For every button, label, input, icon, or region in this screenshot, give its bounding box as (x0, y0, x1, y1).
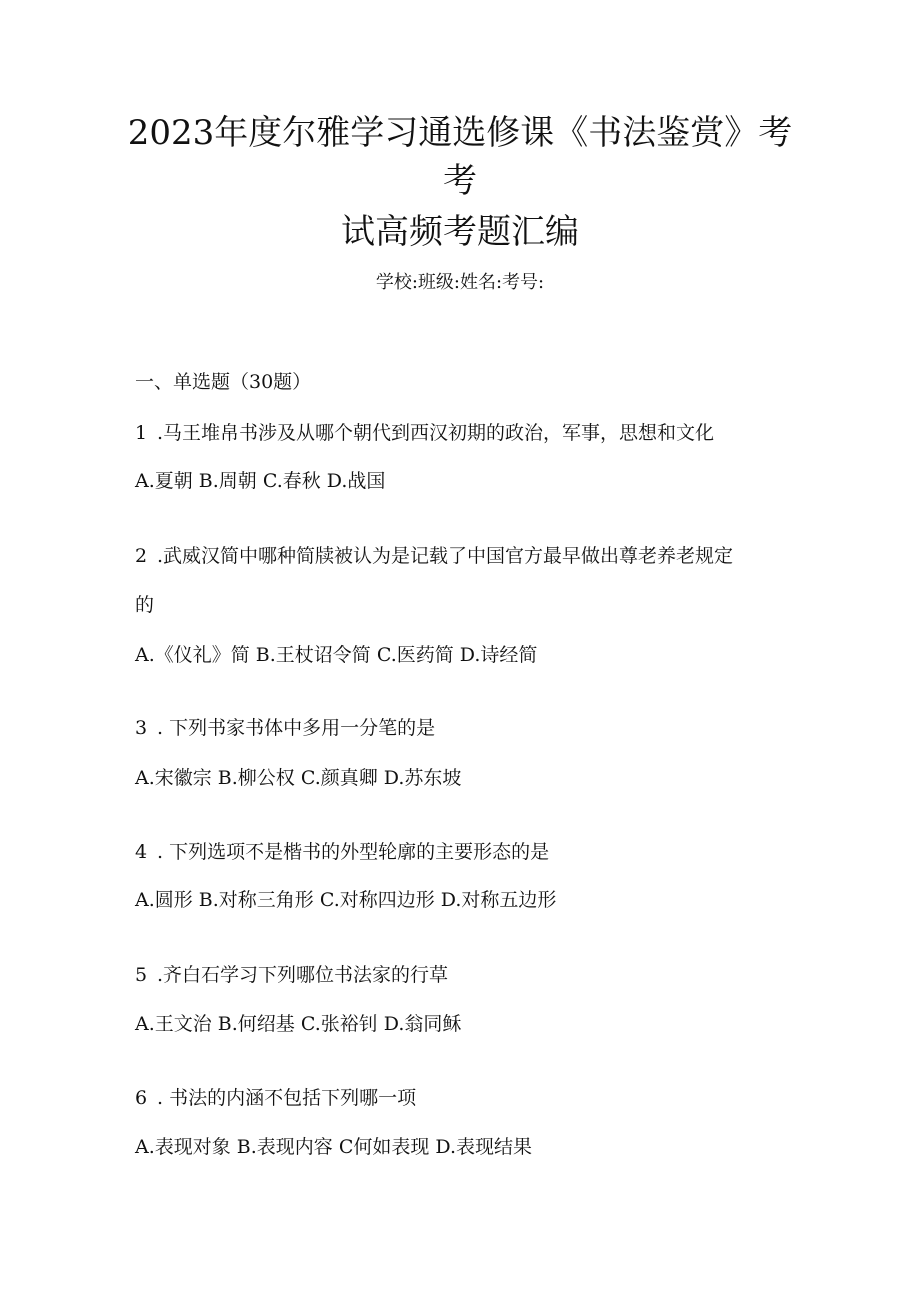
question-3 (135, 714, 435, 742)
question-number: 6 (135, 1087, 148, 1109)
question-6-options: A.表现对象 B.表现内容 C何如表现 D.表现结果 (135, 1136, 533, 1158)
question-2-options: A.《仪礼》简 B.王杖诏令简 C.医药简 D.诗经简 (135, 644, 538, 666)
question-5 (135, 961, 448, 989)
document-title-line-2: 考 (443, 161, 477, 201)
question-1-options: A.夏朝 B.周朝 C.春秋 D.战国 (135, 470, 386, 492)
question-number: 2 (135, 545, 148, 567)
question-text: .马王堆帛书涉及从哪个朝代到西汉初期的政治，军事，思想和文化 (157, 422, 715, 444)
question-number: 5 (135, 964, 148, 986)
question-4 (135, 838, 549, 866)
question-text: .齐白石学习下列哪位书法家的行草 (157, 964, 449, 986)
question-number: 4 (135, 841, 148, 863)
question-2 (135, 542, 733, 570)
question-number: 3 (135, 717, 148, 739)
question-number: 1 (135, 422, 148, 444)
question-6 (135, 1084, 416, 1112)
document-title-line-1: 2023年度尔雅学习通选修课《书法鉴赏》考 (127, 113, 793, 153)
question-text: . 下列选项不是楷书的外型轮廓的主要形态的是 (157, 841, 550, 863)
section-heading: 一、单选题（30题） (135, 371, 312, 393)
question-5-options: A.王文治 B.何绍基 C.张裕钊 D.翁同稣 (135, 1013, 462, 1035)
question-2-continuation: 的 (135, 594, 155, 616)
student-info-line: 学校:班级:姓名:考号: (375, 272, 545, 293)
question-3-options: A.宋徽宗 B.柳公权 C.颜真卿 D.苏东坡 (135, 767, 462, 789)
question-text: .武威汉简中哪种简牍被认为是记载了中国官方最早做出尊老养老规定 (157, 545, 734, 567)
question-4-options: A.圆形 B.对称三角形 C.对称四边形 D.对称五边形 (135, 889, 557, 911)
document-title-line-3: 试高频考题汇编 (341, 212, 579, 252)
question-1 (135, 419, 714, 447)
question-text: . 书法的内涵不包括下列哪一项 (157, 1087, 417, 1109)
question-text: . 下列书家书体中多用一分笔的是 (157, 717, 436, 739)
